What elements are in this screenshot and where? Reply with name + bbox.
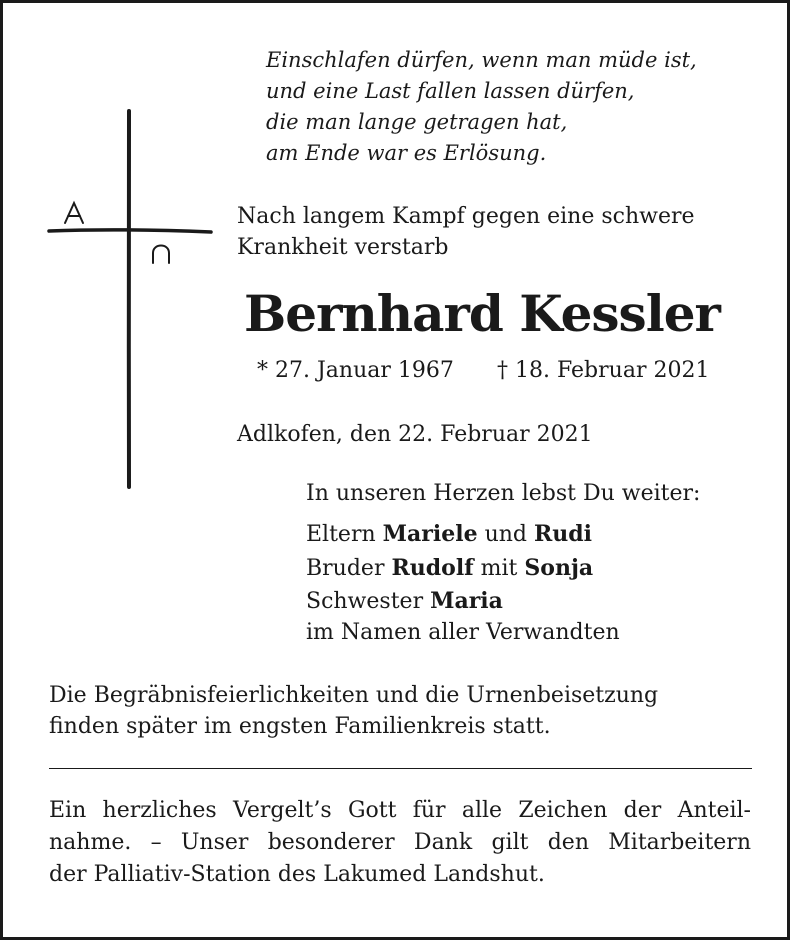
birth-date: * 27. Januar 1967 (257, 358, 454, 383)
parents-prefix: Eltern (306, 522, 376, 547)
mourner-relatives: im Namen aller Verwandten (306, 620, 620, 645)
mourner-brother (306, 553, 593, 584)
death-date: † 18. Februar 2021 (497, 358, 710, 383)
brother-prefix: Bruder (306, 556, 385, 581)
thanks-line-3: der Palliativ-Station des Lakumed Landshut. (49, 862, 545, 887)
mourner-sister (306, 586, 503, 617)
funeral-line-2: finden später im engsten Familienkreis statt. (49, 714, 551, 739)
alpha-icon (65, 203, 83, 223)
parent-name-2: Rudi (534, 521, 593, 547)
mourners-heading: In unseren Herzen lebst Du weiter: (306, 481, 701, 506)
parent-name-1: Mariele (382, 521, 478, 547)
deceased-name: Bernhard Kessler (244, 284, 720, 343)
sister-name: Maria (430, 588, 503, 614)
brother-partner-name: Sonja (524, 555, 594, 581)
sister-prefix: Schwester (306, 589, 424, 614)
poem-line-2: und eine Last fallen lassen dürfen, (266, 79, 635, 103)
thanks-line-2: nahme. – Unser besonderer Dank gilt den Mitarbeitern (49, 830, 751, 855)
mourner-parents (306, 519, 592, 550)
intro-line-2: Krankheit verstarb (237, 235, 449, 260)
brother-joiner: mit (480, 556, 518, 581)
cross-icon (43, 103, 218, 495)
intro-line-1: Nach langem Kampf gegen eine schwere (237, 204, 695, 229)
brother-name: Rudolf (391, 555, 474, 581)
parents-joiner: und (484, 522, 527, 547)
poem-line-1: Einschlafen dürfen, wenn man müde ist, (266, 48, 697, 72)
omega-icon (153, 246, 169, 264)
thanks-line-1: Ein herzliches Vergelt’s Gott für alle Zeichen der Anteil- (49, 798, 751, 823)
place-date: Adlkofen, den 22. Februar 2021 (237, 422, 593, 447)
divider (49, 768, 752, 769)
poem-line-4: am Ende war es Erlösung. (266, 141, 547, 165)
poem-line-3: die man lange getragen hat, (266, 110, 568, 134)
funeral-line-1: Die Begräbnisfeierlichkeiten und die Urnenbeisetzung (49, 683, 659, 708)
